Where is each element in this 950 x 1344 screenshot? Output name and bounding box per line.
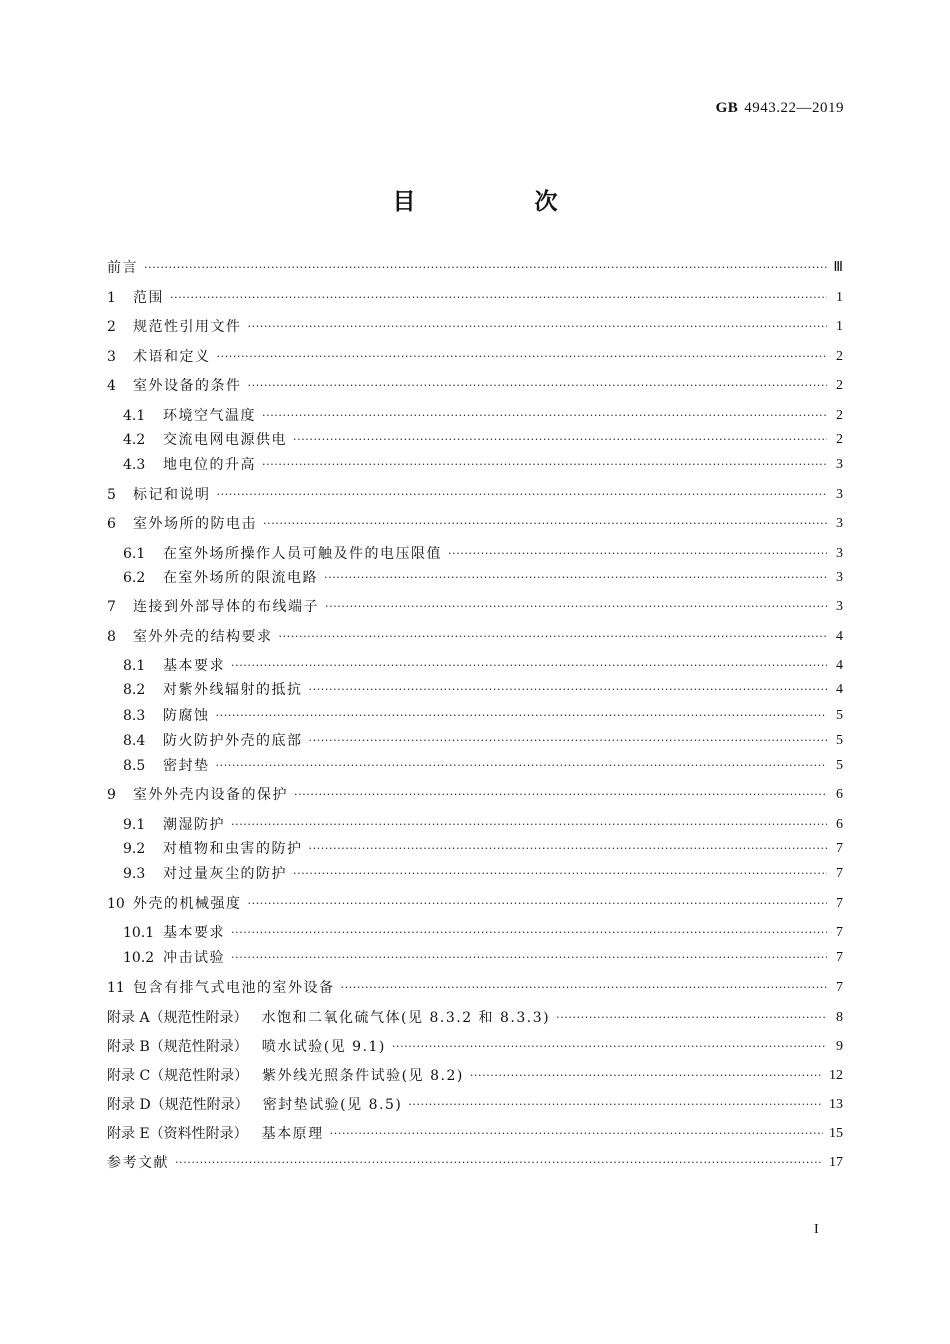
toc-entry[interactable]	[107, 570, 843, 586]
toc-entry-page: 7	[836, 841, 843, 856]
toc-entry-page: 2	[836, 432, 843, 447]
toc-entry-page: 2	[836, 349, 843, 364]
toc-entry-number: 8.4	[123, 733, 146, 749]
toc-entry[interactable]	[107, 378, 843, 394]
toc-dot-leader	[330, 1126, 823, 1142]
toc-entry-title: 室外场所的防电击	[133, 516, 257, 532]
toc-dot-leader	[262, 408, 827, 424]
toc-dot-leader	[309, 682, 828, 698]
toc-entry-page: 1	[836, 319, 843, 334]
toc-entry-number: 6	[107, 516, 116, 532]
toc-entry-title: 范围	[133, 290, 164, 306]
toc-entry-title: 室外外壳的结构要求	[133, 629, 273, 645]
toc-entry-title: 对过量灰尘的防护	[163, 866, 287, 882]
toc-entry[interactable]	[107, 896, 843, 912]
toc-dot-leader	[248, 378, 828, 394]
toc-dot-leader	[231, 950, 827, 966]
page-title: 目 次	[392, 189, 606, 215]
toc-dot-leader	[217, 349, 828, 365]
toc-entry-title: 潮湿防护	[163, 817, 225, 833]
toc-entry-title: 连接到外部导体的布线端子	[133, 599, 319, 615]
toc-entry-title: 交流电网电源供电	[163, 432, 287, 448]
toc-entry-title: 前言	[107, 260, 138, 276]
toc-entry[interactable]	[107, 349, 843, 365]
toc-entry-number: 8.1	[123, 658, 146, 674]
toc-entry[interactable]	[107, 733, 843, 749]
toc-entry-page: 17	[829, 1155, 843, 1170]
toc-entry-title: 标记和说明	[133, 487, 211, 503]
toc-entry[interactable]	[107, 787, 843, 803]
toc-entry-number: 7	[107, 599, 116, 615]
toc-entry-number: 11	[107, 980, 125, 996]
toc-dot-leader	[216, 708, 828, 724]
toc-entry[interactable]	[107, 516, 843, 532]
toc-entry-title: 防腐蚀	[163, 708, 210, 724]
toc-entry-number: 5	[107, 487, 116, 503]
toc-entry-page: 7	[836, 950, 843, 965]
toc-entry[interactable]	[107, 599, 843, 615]
toc-entry-number: 9	[107, 787, 116, 803]
toc-entry-number: 附录 D（规范性附录）	[107, 1097, 249, 1113]
toc-entry-page: 5	[836, 758, 843, 773]
toc-entry-number: 9.1	[123, 817, 146, 833]
toc-dot-leader	[175, 1155, 823, 1171]
page-number: I	[814, 1222, 819, 1237]
toc-entry-number: 4.3	[123, 457, 146, 473]
toc-entry[interactable]	[107, 1155, 843, 1171]
toc-entry-title: 环境空气温度	[163, 408, 256, 424]
toc-entry[interactable]	[107, 408, 843, 424]
toc-entry-number: 10.2	[123, 950, 155, 966]
toc-entry[interactable]	[107, 1010, 843, 1026]
toc-entry[interactable]	[107, 658, 843, 674]
toc-entry-page: 5	[836, 708, 843, 723]
toc-dot-leader	[309, 733, 828, 749]
toc-entry-title: 参考文献	[107, 1155, 169, 1171]
toc-entry-page: 15	[829, 1126, 843, 1141]
toc-entry-number: 9.2	[123, 841, 146, 857]
toc-entry-number: 2	[107, 319, 116, 335]
toc-entry[interactable]	[107, 546, 843, 562]
toc-entry[interactable]	[107, 866, 843, 882]
toc-entry[interactable]	[107, 1126, 843, 1142]
toc-entry[interactable]	[107, 817, 843, 833]
toc-entry-number: 8.3	[123, 708, 146, 724]
toc-entry[interactable]	[107, 682, 843, 698]
toc-entry-page: 9	[836, 1039, 843, 1054]
toc-dot-leader	[293, 866, 827, 882]
toc-entry-page: 2	[836, 408, 843, 423]
toc-dot-leader	[324, 570, 827, 586]
toc-dot-leader	[470, 1068, 823, 1084]
toc-dot-leader	[248, 896, 828, 912]
toc-dot-leader	[263, 516, 827, 532]
toc-entry-title: 密封垫	[163, 758, 210, 774]
toc-entry-title: 外壳的机械强度	[133, 896, 242, 912]
toc-dot-leader	[231, 658, 827, 674]
toc-dot-leader	[448, 546, 827, 562]
toc-entry[interactable]	[107, 758, 843, 774]
toc-entry-number: 1	[107, 290, 116, 306]
toc-entry-page: Ⅲ	[833, 260, 843, 275]
toc-entry-title: 紫外线光照条件试验(见 8.2)	[262, 1068, 464, 1084]
toc-dot-leader	[309, 841, 828, 857]
toc-entry[interactable]	[107, 432, 843, 448]
toc-dot-leader	[217, 487, 828, 503]
toc-entry-number: 附录 E（资料性附录）	[107, 1126, 248, 1142]
standard-code	[716, 100, 844, 117]
toc-dot-leader	[231, 817, 827, 833]
toc-entry-number: 附录 B（规范性附录）	[107, 1039, 248, 1055]
toc-dot-leader	[231, 925, 827, 941]
toc-entry-title: 基本要求	[163, 658, 225, 674]
toc-entry-page: 3	[836, 516, 843, 531]
toc-entry[interactable]	[107, 487, 843, 503]
toc-entry-page: 8	[836, 1010, 843, 1025]
toc-entry[interactable]	[107, 950, 843, 966]
toc-dot-leader	[341, 980, 828, 996]
toc-dot-leader	[144, 260, 827, 276]
toc-entry[interactable]	[107, 1039, 843, 1055]
toc-entry-title: 基本原理	[261, 1126, 324, 1142]
toc-entry-page: 7	[836, 925, 843, 940]
toc-entry-number: 4	[107, 378, 116, 394]
toc-entry-page: 4	[836, 658, 843, 673]
toc-entry[interactable]	[107, 980, 843, 996]
toc-entry-title: 水饱和二氧化硫气体(见 8.3.2 和 8.3.3)	[261, 1010, 551, 1026]
toc-entry-title: 密封垫试验(见 8.5)	[262, 1097, 403, 1113]
toc-entry-number: 9.3	[123, 866, 146, 882]
toc-dot-leader	[279, 629, 828, 645]
toc-entry-page: 12	[829, 1068, 843, 1083]
toc-entry-page: 3	[836, 570, 843, 585]
toc-entry[interactable]	[107, 260, 843, 276]
toc-entry-number: 6.2	[123, 570, 146, 586]
standard-prefix: GB	[715, 100, 739, 116]
toc-entry-page: 4	[836, 682, 843, 697]
toc-dot-leader	[325, 599, 827, 615]
toc-dot-leader	[262, 457, 827, 473]
toc-dot-leader	[408, 1097, 823, 1113]
toc-entry-number: 10.1	[123, 925, 155, 941]
toc-entry-number: 4.1	[123, 408, 146, 424]
toc-entry-page: 3	[836, 487, 843, 502]
toc-entry-number: 8.2	[123, 682, 146, 698]
toc-entry-title: 喷水试验(见 9.1)	[261, 1039, 386, 1055]
toc-entry[interactable]	[107, 457, 843, 473]
toc-dot-leader	[294, 787, 827, 803]
toc-entry-number: 附录 A（规范性附录）	[107, 1010, 248, 1026]
toc-entry-title: 基本要求	[163, 925, 225, 941]
toc-entry-number: 4.2	[123, 432, 146, 448]
toc-entry[interactable]	[107, 629, 843, 645]
toc-entry[interactable]	[107, 1068, 843, 1084]
toc-entry-page: 6	[836, 817, 843, 832]
toc-entry-title: 室外设备的条件	[133, 378, 242, 394]
toc-entry-number: 3	[107, 349, 116, 365]
toc-entry-page: 7	[836, 980, 843, 995]
toc-entry-title: 术语和定义	[133, 349, 211, 365]
toc-entry[interactable]	[107, 841, 843, 857]
toc-entry-page: 5	[836, 733, 843, 748]
toc-entry-page: 3	[836, 457, 843, 472]
toc-dot-leader	[248, 319, 828, 335]
toc-entry-number: 10	[107, 896, 125, 912]
toc-entry-number: 6.1	[123, 546, 146, 562]
toc-entry-title: 对紫外线辐射的抵抗	[163, 682, 303, 698]
toc-entry-page: 4	[836, 629, 843, 644]
toc-entry-page: 7	[836, 866, 843, 881]
toc-entry[interactable]	[107, 708, 843, 724]
toc-entry-title: 室外外壳内设备的保护	[133, 787, 288, 803]
toc-entry-title: 对植物和虫害的防护	[163, 841, 303, 857]
toc-entry[interactable]	[107, 319, 843, 335]
toc-entry-title: 在室外场所操作人员可触及件的电压限值	[163, 546, 442, 562]
toc-entry-title: 地电位的升高	[163, 457, 256, 473]
toc-entry-title: 在室外场所的限流电路	[163, 570, 318, 586]
toc-entry-number: 附录 C（规范性附录）	[107, 1068, 249, 1084]
toc-entry-page: 3	[836, 599, 843, 614]
toc-entry[interactable]	[107, 1097, 843, 1113]
toc-entry-number: 8	[107, 629, 116, 645]
toc-entry-title: 冲击试验	[163, 950, 225, 966]
toc-entry-page: 13	[829, 1097, 843, 1112]
toc-entry-title: 防火防护外壳的底部	[163, 733, 303, 749]
standard-number: 4943.22—2019	[744, 100, 844, 116]
toc-entry-page: 3	[836, 546, 843, 561]
toc-dot-leader	[293, 432, 827, 448]
toc-entry-page: 7	[836, 896, 843, 911]
toc-entry-page: 1	[836, 290, 843, 305]
toc-entry[interactable]	[107, 925, 843, 941]
toc-entry-title: 包含有排气式电池的室外设备	[133, 980, 335, 996]
toc-entry-title: 规范性引用文件	[133, 319, 242, 335]
toc-entry-number: 8.5	[123, 758, 146, 774]
toc-dot-leader	[392, 1039, 827, 1055]
toc-dot-leader	[170, 290, 827, 306]
toc-entry-page: 2	[836, 378, 843, 393]
toc-dot-leader	[216, 758, 828, 774]
toc-entry[interactable]	[107, 290, 843, 306]
toc-entry-page: 6	[836, 787, 843, 802]
toc-dot-leader	[556, 1010, 827, 1026]
